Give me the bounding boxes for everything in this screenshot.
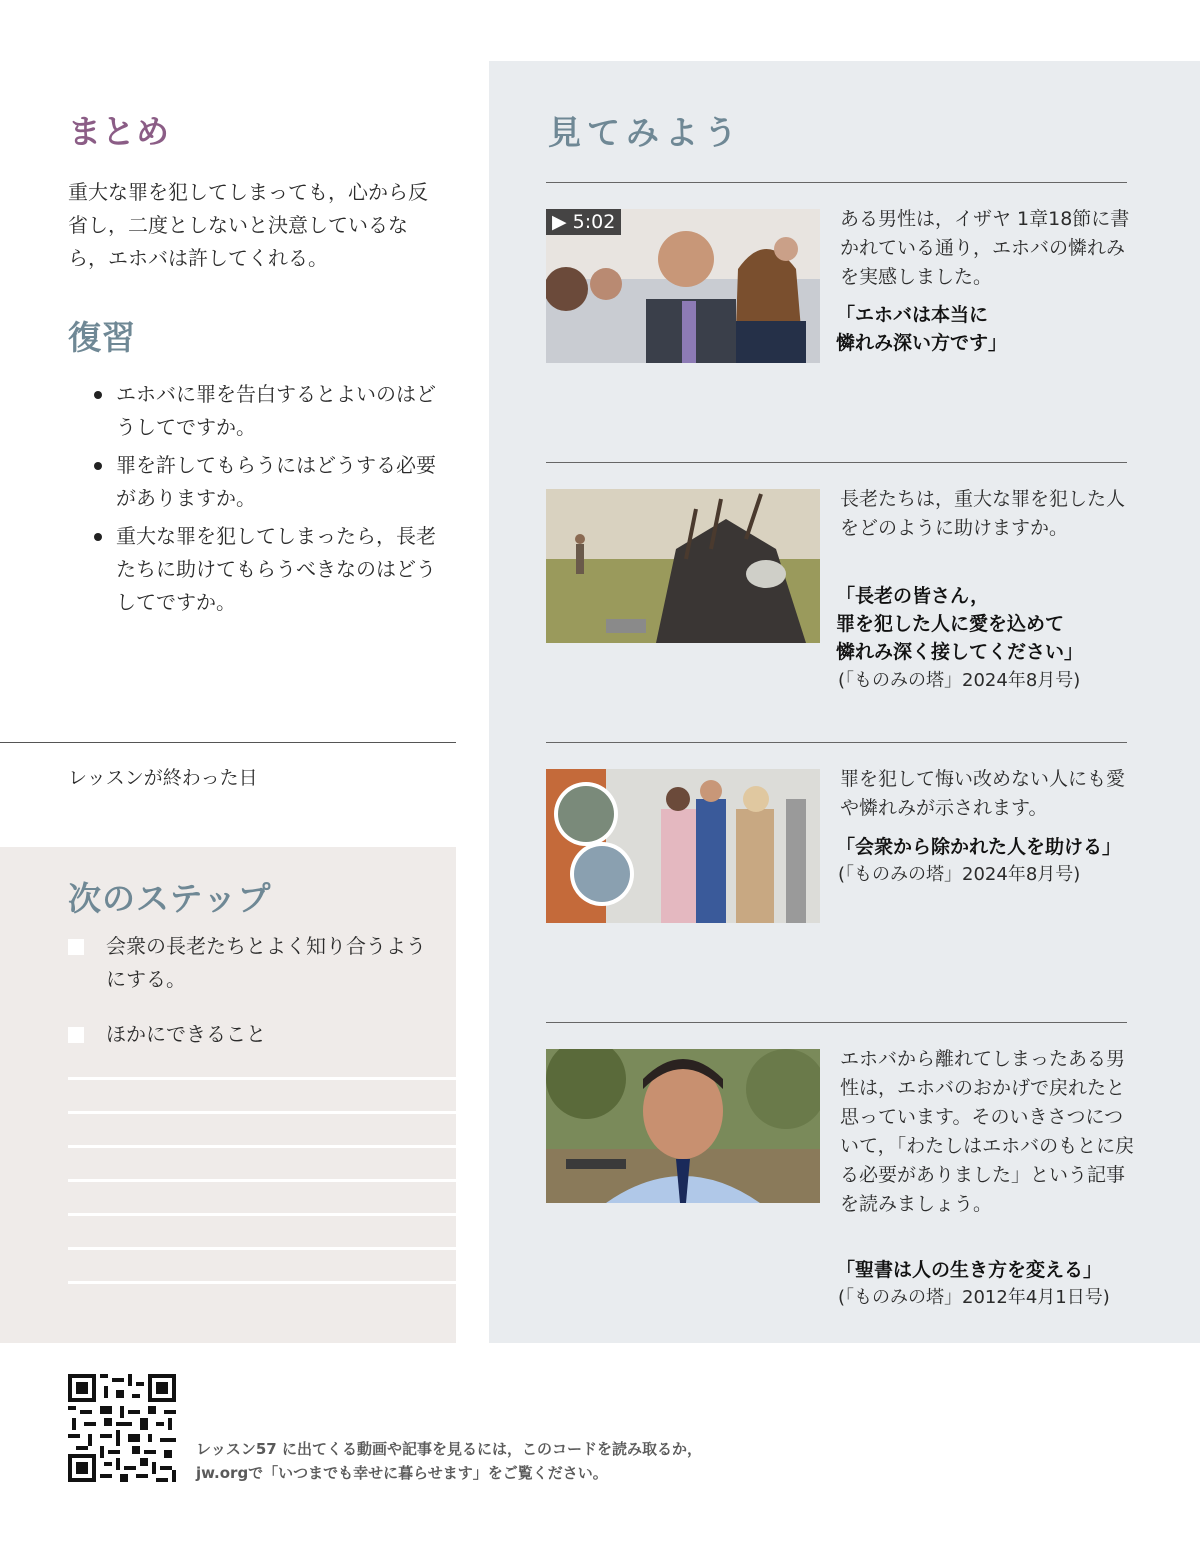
qr-code-image — [68, 1374, 176, 1482]
divider — [546, 182, 1127, 183]
video-duration: ▶ 5:02 — [546, 209, 621, 235]
next-step-checkbox[interactable] — [68, 939, 84, 955]
article-thumbnail[interactable] — [546, 1049, 820, 1203]
next-step-item: ほかにできること — [106, 1022, 266, 1046]
article-thumbnail[interactable] — [546, 769, 820, 923]
divider — [546, 462, 1127, 463]
review-item: 罪を許してもらうにはどうする必要がありますか。 — [92, 449, 440, 515]
see-title: 見てみよう — [548, 113, 743, 152]
entry-source: (「ものみの塔」2024年8月号) — [838, 670, 1081, 691]
entry-description: エホバから離れてしまったある男性は，エホバのおかげで戻れたと思っています。そのいきさつについて，「わたしはエホバのもとに戻る必要がありました」という記事を読みましょう。 — [840, 1048, 1135, 1215]
next-step-checkbox[interactable] — [68, 1027, 84, 1043]
article-thumbnail[interactable] — [546, 489, 820, 643]
entry-source: (「ものみの塔」2012年4月1日号) — [838, 1287, 1110, 1308]
next-steps-title: 次のステップ — [68, 879, 272, 918]
divider — [546, 742, 1127, 743]
article-thumbnail-image — [546, 1049, 820, 1203]
qr-code[interactable] — [68, 1374, 176, 1482]
writing-line — [68, 1077, 456, 1080]
entry-link-title[interactable]: 「エホバは本当に 憐れみ深い方です」 — [836, 304, 1008, 354]
review-title: 復習 — [68, 318, 136, 357]
entry-link-title[interactable]: 「聖書は人の生き方を変える」 — [836, 1259, 1103, 1281]
entry-description: ある男性は，イザヤ 1章18節に書かれている通り，エホバの憐れみを実感しました。 — [840, 208, 1130, 288]
entry-source: (「ものみの塔」2024年8月号) — [838, 864, 1081, 885]
review-list — [92, 378, 440, 624]
writing-line — [68, 1247, 456, 1250]
video-thumbnail[interactable] — [546, 209, 820, 363]
footer-line-1: レッスン57 に出てくる動画や記事を見るには，このコードを読み取るか， — [196, 1440, 702, 1458]
next-steps-box — [0, 847, 456, 1343]
writing-line — [68, 1111, 456, 1114]
entry-description: 長老たちは，重大な罪を犯した人をどのように助けますか。 — [840, 488, 1126, 539]
writing-line — [68, 1145, 456, 1148]
review-item: 重大な罪を犯してしまったら，長老たちに助けてもらうべきなのはどうしてですか。 — [92, 520, 440, 619]
divider — [0, 742, 456, 743]
writing-line — [68, 1179, 456, 1182]
article-thumbnail-image — [546, 769, 820, 923]
article-thumbnail-image — [546, 489, 820, 643]
entry-link-title[interactable]: 「長老の皆さん， 罪を犯した人に愛を込めて 憐れみ深く接してください」 — [836, 585, 1084, 663]
lesson-done-date-label: レッスンが終わった日 — [68, 767, 258, 789]
review-item: エホバに罪を告白するとよいのはどうしてですか。 — [92, 378, 440, 444]
footer-note — [196, 1437, 702, 1485]
entry-description: 罪を犯して悔い改めない人にも愛や憐れみが示されます。 — [840, 768, 1126, 819]
writing-line — [68, 1213, 456, 1216]
summary-text: 重大な罪を犯してしまっても，心から反省し，二度としないと決意しているなら，エホバは許してくれる。 — [68, 180, 428, 270]
entry-link-title[interactable]: 「会衆から除かれた人を助ける」 — [836, 836, 1122, 858]
next-step-item: 会衆の長老たちとよく知り合うようにする。 — [106, 934, 426, 991]
footer-line-2: jw.orgで「いつまでも幸せに暮らせます」をご覧ください。 — [196, 1464, 608, 1482]
divider — [546, 1022, 1127, 1023]
summary-title: まとめ — [68, 112, 170, 151]
writing-line — [68, 1281, 456, 1284]
